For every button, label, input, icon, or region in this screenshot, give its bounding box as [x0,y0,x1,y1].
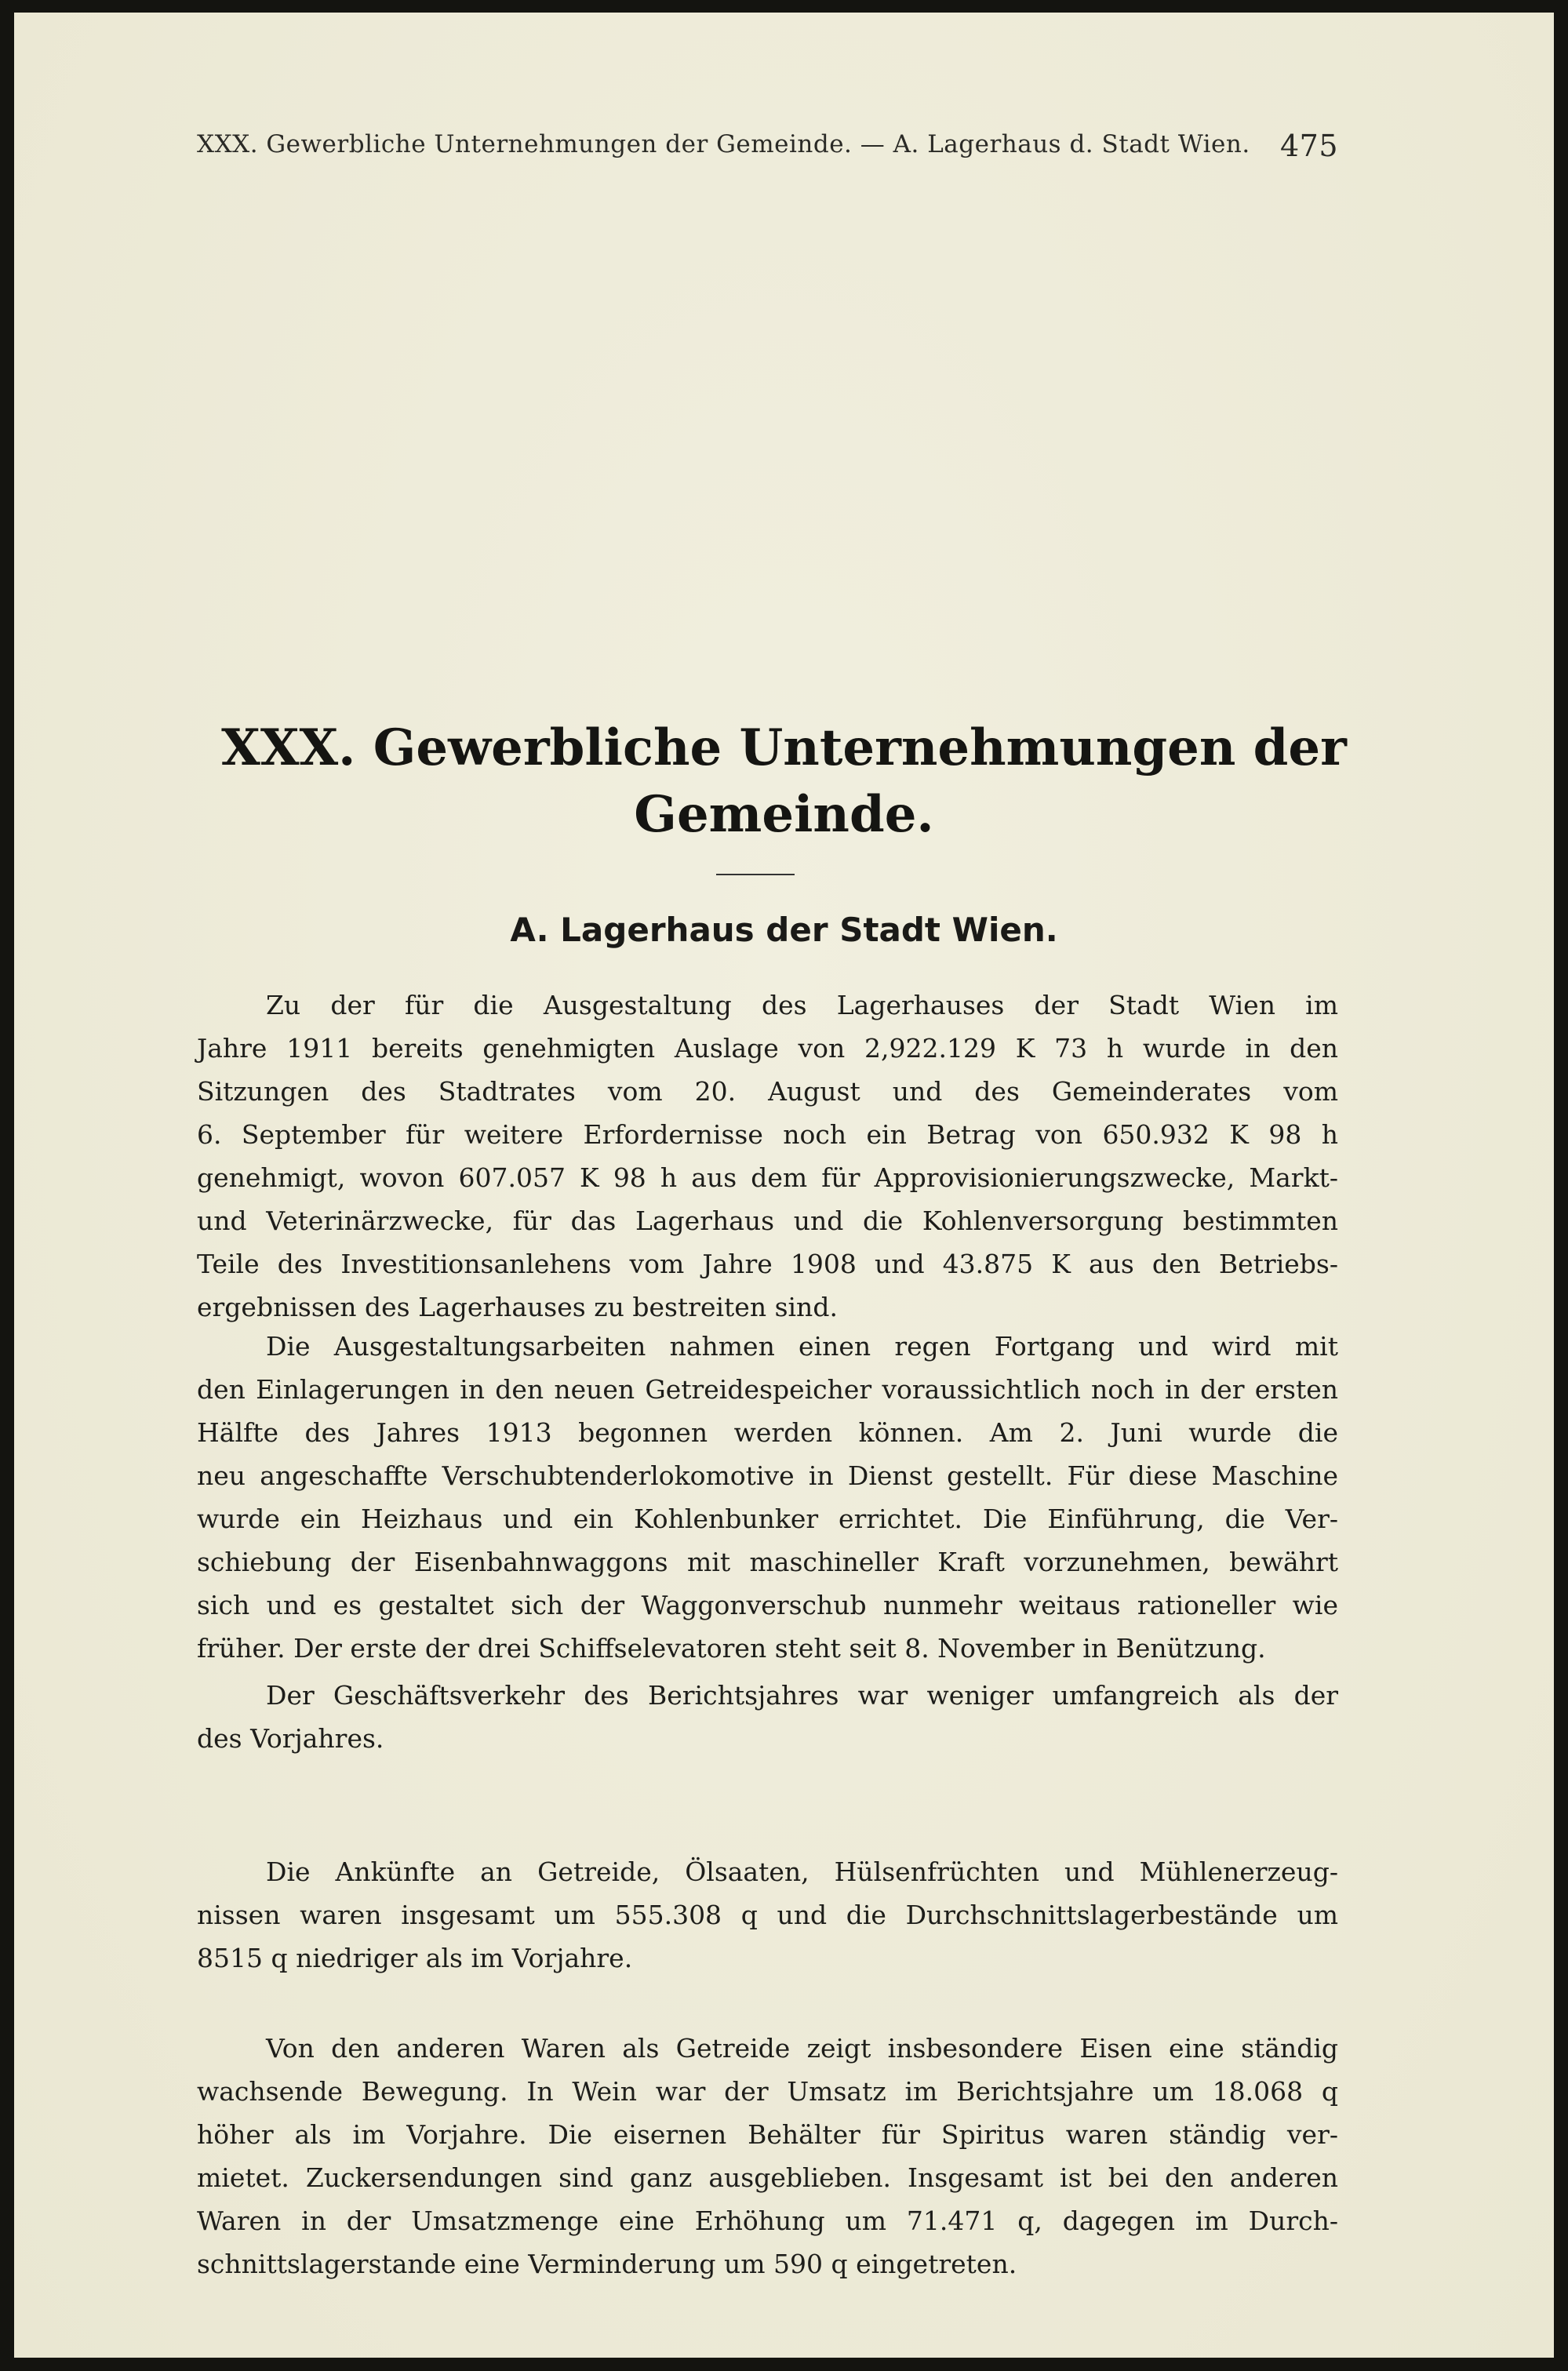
divider-rule [716,874,795,875]
text-line: Die Ausgestaltungsarbeiten nahmen einen regen Fortgang und wird mit [266,1331,1338,1362]
text-line: wachsende Bewegung. In Wein war der Umsatz im Berichtsjahre um 18.068 q [197,2076,1338,2107]
text-line: ergebnissen des Lagerhauses zu bestreiten sind. [197,1292,838,1322]
text-line: höher als im Vorjahre. Die eisernen Behälter für Spiritus waren ständig ver- [197,2119,1338,2150]
text-line: den Einlagerungen in den neuen Getreidespeicher voraussichtlich noch in der ersten [197,1374,1338,1405]
text-line: 8515 q niedriger als im Vorjahre. [197,1943,633,1973]
text-line: Der Geschäftsverkehr des Berichtsjahres war weniger umfangreich als der [266,1680,1338,1711]
running-title: XXX. Gewerbliche Unternehmungen der Gemeinde. — A. Lagerhaus d. Stadt Wien. [197,130,1250,158]
text-line: Zu der für die Ausgestaltung des Lagerhauses der Stadt Wien im [266,990,1338,1020]
text-line: Teile des Investitionsanlehens vom Jahre 1908 und 43.875 K aus den Betriebs- [197,1249,1338,1279]
running-header [197,129,1338,163]
text-line: Jahre 1911 bereits genehmigten Auslage von 2,922.129 K 73 h wurde in den [197,1033,1338,1064]
paragraph [197,1850,1338,1980]
text-line: 6. September für weitere Erfordernisse noch ein Betrag von 650.932 K 98 h [197,1119,1338,1150]
text-line: sich und es gestaltet sich der Waggonverschub nunmehr weitaus rationeller wie [197,1590,1338,1620]
chapter-title-line-1: XXX. Gewerbliche Unternehmungen der [221,718,1347,777]
text-line: Waren in der Umsatzmenge eine Erhöhung um 71.471 q, dagegen im Durch- [197,2206,1338,2236]
paragraph [197,1674,1338,1760]
paragraph [197,2027,1338,2286]
text-line: nissen waren insgesamt um 555.308 q und die Durchschnittslagerbestände um [197,1900,1338,1930]
text-line: wurde ein Heizhaus und ein Kohlenbunker errichtet. Die Einführung, die Ver- [197,1504,1338,1534]
chapter-title-line-2: Gemeinde. [634,785,934,844]
text-line: des Vorjahres. [197,1723,384,1754]
paragraph [197,984,1338,1329]
text-line: Hälfte des Jahres 1913 begonnen werden können. Am 2. Juni wurde die [197,1417,1338,1448]
paragraph [197,1325,1338,1670]
text-line: mietet. Zuckersendungen sind ganz ausgeblieben. Insgesamt ist bei den anderen [197,2162,1338,2193]
page-number: 475 [1279,129,1338,163]
text-line: und Veterinärzwecke, für das Lagerhaus und die Kohlenversorgung bestimmten [197,1206,1338,1236]
text-line: Sitzungen des Stadtrates vom 20. August und des Gemeinderates vom [197,1076,1338,1107]
text-line: genehmigt, wovon 607.057 K 98 h aus dem für Approvisionierungszwecke, Markt- [197,1162,1338,1193]
page [14,13,1554,2358]
section-title: A. Lagerhaus der Stadt Wien. [510,911,1058,949]
text-line: früher. Der erste der drei Schiffselevatoren steht seit 8. November in Benützung. [197,1633,1266,1664]
text-line: Die Ankünfte an Getreide, Ölsaaten, Hülsenfrüchten und Mühlenerzeug- [266,1856,1338,1887]
text-line: neu angeschaffte Verschubtenderlokomotive in Dienst gestellt. Für diese Maschine [197,1460,1338,1491]
text-line: Von den anderen Waren als Getreide zeigt insbesondere Eisen eine ständig [266,2033,1338,2064]
text-line: schnittslagerstande eine Verminderung um 590 q eingetreten. [197,2249,1017,2279]
text-line: schiebung der Eisenbahnwaggons mit maschineller Kraft vorzunehmen, bewährt [197,1547,1338,1577]
